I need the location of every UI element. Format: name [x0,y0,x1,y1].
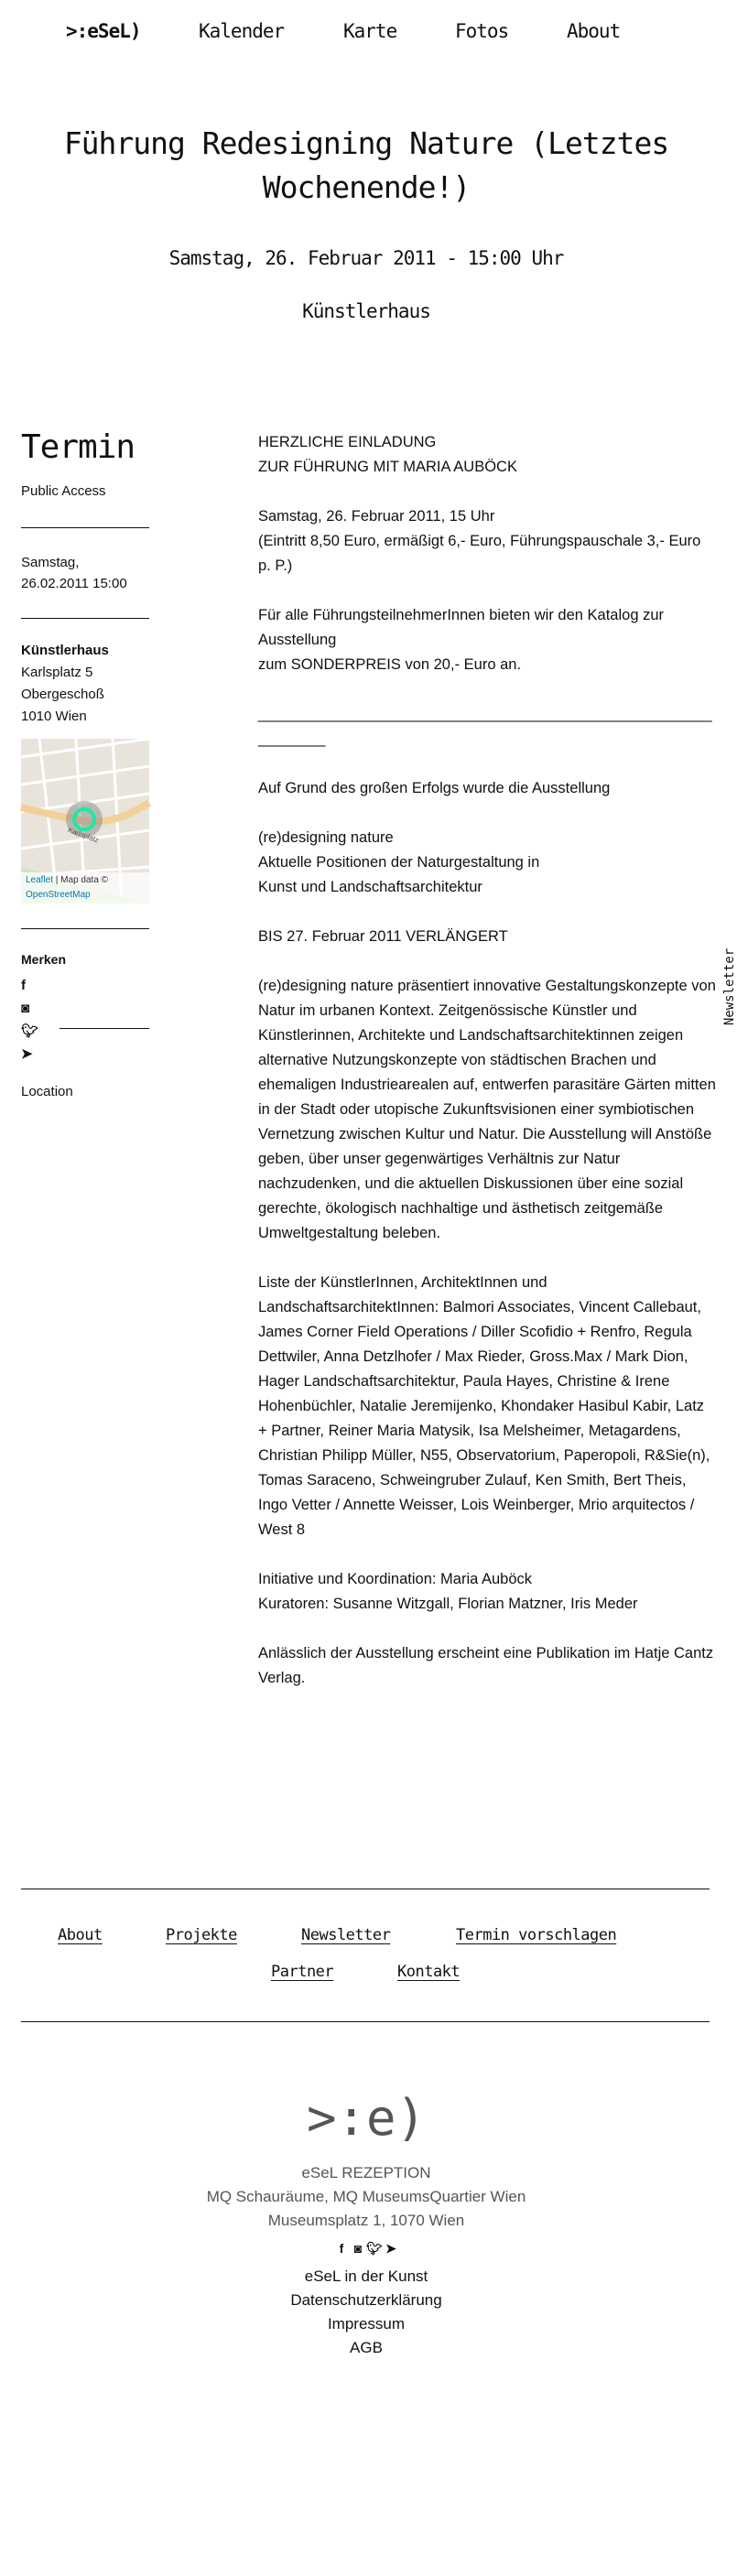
footer-link-about[interactable]: About [58,1926,103,1944]
address-line: Karlsplatz 5 [21,665,93,680]
twitter-icon[interactable]: 🐦︎ [366,2241,383,2256]
leaflet-link[interactable]: Leaflet [26,875,54,885]
paragraph: Samstag, 26. Februar 2011, 15 Uhr (Eintritt 8,50 Euro, ermäßigt 6,- Euro, Führungspauschale 3,- Euro p. P.) [258,508,701,574]
nav-fotos[interactable]: Fotos [455,20,509,42]
venue-address [21,640,109,728]
footer-bottom-links [0,2265,732,2360]
nav-karte[interactable]: Karte [343,20,397,42]
paragraph: Für alle FührungsteilnehmerInnen bieten wir den Katalog zur Ausstellung zum SONDERPREIS von 20,- Euro an. [258,607,665,673]
facebook-icon[interactable]: f [21,978,26,993]
paragraph: Liste der KünstlerInnen, ArchitektInnen und LandschaftsarchitektInnen: Balmori Associates, Vincent Callebaut, James Corner Field Operations / Diller Scofidio + Renfro, Regula Dettwiler, Anna Detzlhofer / Max Rieder, Gross.Max / Mark Dion, Hager Landschaftsarchitektur, Paula Hayes, Christine & Irene Hohenbüchler, Natalie Jeremijenko, Khondaker Hasibul Kabir, Latz + Partner, Reiner Maria Matysik, Isa Melsheimer, Metagardens, Christian Philipp Müller, N55, Observatorium, Paperopoli, R&Sie(n), Tomas Saraceno, Schweingruber Zulauf, Ken Smith, Bert Theis, Ingo Vetter / Annette Weisser, Lois Weinberger, Mrio arquitectos / West 8 [258,1274,710,1538]
paragraph: Auf Grund des großen Erfolgs wurde die Ausstellung [258,780,611,796]
footer-link-datenschutz[interactable]: Datenschutzerklärung [290,2291,442,2309]
date-line: Samstag, [21,555,80,570]
paragraph: (re)designing nature Aktuelle Positionen der Naturgestaltung in Kunst und Landschaftsarchitektur [258,829,540,895]
page-title: Führung Redesigning Nature (Letztes Wochenende!) [63,125,669,205]
nav-kalender[interactable]: Kalender [199,20,285,42]
divider [21,928,149,929]
address-line: 1010 Wien [21,709,87,724]
venue-name[interactable]: Künstlerhaus [21,643,109,658]
logo-link[interactable]: >:eSeL) [66,20,141,42]
paragraph-separator: ______________________________________________________________ [258,706,712,747]
instagram-icon[interactable]: ◙ [21,1001,30,1016]
street-label: Karlsplatz [66,826,101,845]
footer-link-kontakt[interactable]: Kontakt [397,1963,461,1981]
merken-label: Merken [21,952,67,967]
paragraph: (re)designing nature präsentiert innovative Gestaltungskonzepte von Natur im urbanen Kontext. Zeitgenössische Künstler und Künstlerinnen, Architekte und Landschaftsarchitektinnen zeigen alternative Nutzungskonzepte von städtischen Brachen und ehemaligen Industriearealen auf, entwerfen parasitäre Gärten mitten in der Stadt oder utopische Zukunftsvisionen einer symbiotischen Vernetzung zwischen Kultur und Natur. Die Ausstellung will Anstöße geben, über unser gegenwärtiges Verhältnis zur Natur nachzudenken, und die aktuellen Diskussionen über eine sozial gerechte, ökologisch nachhaltige und ästhetisch zeitgemäße Umweltgestaltung beleben. [258,978,716,1241]
location-map[interactable] [21,739,149,904]
attribution-text: | Map data © [53,875,109,885]
event-venue: Künstlerhaus [302,300,430,322]
address-line: MQ Schauräume, MQ MuseumsQuartier Wien [206,2188,526,2205]
telegram-icon[interactable]: ➤ [385,2241,396,2256]
map-attribution [21,872,149,904]
footer-divider [21,2021,710,2022]
telegram-icon[interactable]: ➤ [21,1046,33,1062]
sidebar-date [21,552,127,594]
footer-link-impressum[interactable]: Impressum [327,2315,406,2332]
footer-link-projekte[interactable]: Projekte [166,1926,237,1944]
footer-link-newsletter[interactable]: Newsletter [301,1926,391,1944]
footer-link-esel-in-der-kunst[interactable]: eSeL in der Kunst [304,2268,428,2285]
nav-about[interactable]: About [567,20,621,42]
location-link[interactable]: Location [21,1084,73,1099]
footer-link-agb[interactable]: AGB [350,2339,383,2356]
paragraph: HERZLICHE EINLADUNG ZUR FÜHRUNG MIT MARIA AUBÖCK [258,434,517,475]
footer-link-partner[interactable]: Partner [271,1963,334,1981]
event-description [258,430,716,1716]
instagram-icon[interactable]: ◙ [353,2241,363,2256]
address-line: Museumsplatz 1, 1070 Wien [267,2212,465,2229]
footer-logo: >:e) [306,2089,427,2147]
paragraph: Initiative und Koordination: Maria Auböck Kuratoren: Susanne Witzgall, Florian Matzner, Iris Meder [258,1571,638,1612]
osm-link[interactable]: OpenStreetMap [26,890,91,900]
sidebar-heading: Termin [21,428,135,466]
share-icons [21,974,38,1066]
facebook-icon[interactable]: f [339,2241,344,2256]
divider [21,527,149,528]
address-line: eSeL REZEPTION [301,2164,431,2181]
footer-social-icons [0,2241,732,2257]
divider [60,1028,149,1029]
paragraph: BIS 27. Februar 2011 VERLÄNGERT [258,928,508,945]
access-label: Public Access [21,483,106,499]
footer-address [0,2161,732,2233]
paragraph: Anlässlich der Ausstellung erscheint eine Publikation im Hatje Cantz Verlag. [258,1645,714,1686]
twitter-icon[interactable]: 🐦︎ [21,1023,39,1039]
divider [21,618,149,619]
footer-link-termin-vorschlagen[interactable]: Termin vorschlagen [456,1926,617,1944]
event-date: Samstag, 26. Februar 2011 - 15:00 Uhr [168,247,564,269]
address-line: Obergeschoß [21,687,104,702]
newsletter-tab[interactable]: Newsletter [722,947,737,1026]
date-line: 26.02.2011 15:00 [21,576,127,591]
